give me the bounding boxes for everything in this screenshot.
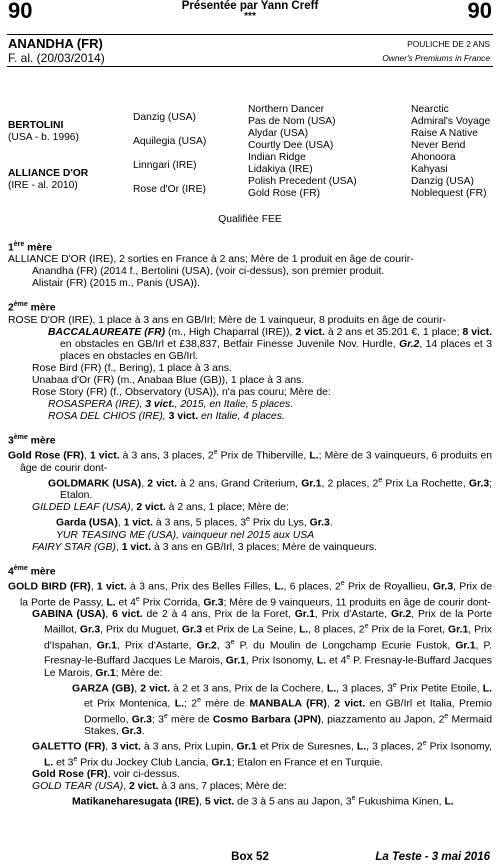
entry-text: ; 2 xyxy=(183,698,198,710)
entry-text: , Prix d'Astarte, xyxy=(314,609,391,621)
pedigree-g4: Nearctic xyxy=(411,104,449,115)
pedigree-g4: Danzig (USA) xyxy=(411,176,474,187)
section-ordinal: ème xyxy=(13,301,28,309)
pedigree-g3: Lidakiya (IRE) xyxy=(248,164,313,175)
entry-text: (m., High Chaparral (IRE)), xyxy=(165,326,296,338)
entry-text: , Prix de la Porte de Passy, xyxy=(20,581,492,609)
pedigree-g3: Gold Rose (FR) xyxy=(248,188,321,199)
entry-text: Prix La Rochette, xyxy=(382,478,469,490)
entry-text: Prix Corrida, xyxy=(139,597,204,609)
entry-text: Gr.1 xyxy=(96,640,117,652)
entry-text: GABINA (USA) xyxy=(32,609,106,621)
entry-text: , piazzamento au Japon, 2 xyxy=(320,714,445,726)
entry-text: , xyxy=(105,741,112,753)
entry-text: Gr.2 xyxy=(196,640,217,652)
family-entry xyxy=(8,447,492,474)
entry-text: 2 vict. xyxy=(334,698,366,710)
entry-text: GOLDMARK (USA) xyxy=(48,478,142,490)
pedigree-g4: Raise A Native xyxy=(411,128,478,139)
family-entry xyxy=(8,254,492,266)
entry-text: à 2 ans et 35.201 €, 1 place; xyxy=(324,326,463,338)
pedigree-g2: Rose d'Or (IRE) xyxy=(133,184,206,195)
entry-text: , 2015, en Italie, 5 places. xyxy=(174,398,294,410)
pedigree-g2: Linngari (IRE) xyxy=(133,160,197,171)
entry-text: et Prix de La Seine, xyxy=(202,624,300,636)
family-entry xyxy=(8,609,492,679)
family-entry xyxy=(8,387,492,399)
entry-text: , xyxy=(326,698,335,710)
entry-text: , xyxy=(90,581,97,593)
entry-text: à 2 et 3 ans, Prix de la Cochere, xyxy=(170,683,327,695)
entry-text: GOLD BIRD (FR) xyxy=(8,581,91,593)
lot-number-right: 90 xyxy=(467,0,492,23)
entry-text: Mermaid Stakes, xyxy=(84,714,492,738)
entry-text: , P. Fresnay-le-Buffard Jacques Le Marois, xyxy=(44,640,492,667)
entry-text: Anandha (FR) (2014 f., Bertolini (USA), (voir ci-dessus), son premier produit. xyxy=(32,266,385,278)
entry-text: et Prix Montenica, xyxy=(84,698,175,710)
entry-text: Gr.3 xyxy=(121,726,142,738)
section-word: mère xyxy=(24,242,53,254)
entry-text: YUR TEASING ME (USA), vainqueur nel 2015 aux USA xyxy=(56,529,315,541)
entry-text: GILDED LEAF (USA) xyxy=(32,502,131,514)
entry-text: Gold Rose (FR) xyxy=(32,768,108,780)
entry-text: à 3 ans, 7 places; Mère de: xyxy=(158,780,287,792)
family-entry xyxy=(8,266,492,278)
entry-text: 2 vict. xyxy=(295,326,325,338)
entry-text: Gr.2 xyxy=(399,338,420,350)
entry-text: P. Fresnay-le-Buffard Jacques Le Marois, xyxy=(44,655,492,679)
section-ordinal: ère xyxy=(13,241,25,248)
section-title xyxy=(8,299,492,314)
entry-text: et Prix de Suresnes, xyxy=(256,741,357,753)
stars: *** xyxy=(244,11,256,22)
family-notes xyxy=(8,239,492,808)
entry-text: Gr.3 xyxy=(309,517,330,529)
entry-text: , 2 places, 2 xyxy=(321,478,379,490)
entry-text: , xyxy=(134,683,141,695)
entry-text: à 3 ans, 3 places, 2 xyxy=(119,450,214,462)
sire-info: (USA - b. 1996) xyxy=(8,132,79,143)
entry-text: 2 vict. xyxy=(147,478,178,490)
entry-text: , xyxy=(83,450,90,462)
entry-text: 6 vict. xyxy=(112,609,143,621)
entry-text: ROSE D'OR (IRE), 1 place à 3 ans en GB/Irl; Mère de 1 vainqueur, 8 produits en âge de courir- xyxy=(8,314,447,326)
entry-text: en Italie, 4 places. xyxy=(198,410,285,422)
entry-text: Gr.3 xyxy=(432,581,454,593)
family-entry xyxy=(8,542,492,554)
section-word: mère xyxy=(27,566,56,578)
entry-text: Prix du Jockey Club Lancia, xyxy=(77,756,212,768)
entry-text: 3 vict. xyxy=(168,410,199,422)
entry-text: , 14 places et 3 places en obstacles en GB/Irl. xyxy=(60,338,492,362)
entry-text: , xyxy=(199,796,205,808)
entry-text: 2 vict. xyxy=(140,683,170,695)
family-entry xyxy=(8,738,492,769)
entry-text: , 3 places, 2 xyxy=(366,741,423,753)
box-number: Box 52 xyxy=(231,851,269,863)
entry-text: Fukushima Kinen, xyxy=(355,796,445,808)
entry-text: , 6 places, 2 xyxy=(283,581,341,593)
pedigree-g3: Alydar (USA) xyxy=(248,128,309,139)
entry-text: L. xyxy=(44,756,54,768)
family-entry xyxy=(8,578,492,609)
entry-text: Prix de Thiberville, xyxy=(217,450,310,462)
family-entry xyxy=(8,411,492,423)
pedigree-g3: Courtly Dee (USA) xyxy=(248,140,334,151)
entry-text: 1 vict. xyxy=(89,450,120,462)
entry-text: Garda (USA) xyxy=(56,517,118,529)
ordinal-sup: e xyxy=(340,580,345,588)
entry-text: Gr.1 xyxy=(225,655,246,667)
entry-text: Gr.3 xyxy=(79,624,101,636)
family-entry xyxy=(8,793,492,808)
entry-text: ROSA DEL CHIOS (IRE), xyxy=(48,410,169,422)
pedigree-g3: Northern Dancer xyxy=(248,104,325,115)
entry-text: L. xyxy=(299,624,309,636)
entry-text: , xyxy=(105,609,113,621)
entry-text: L. xyxy=(482,683,492,695)
family-entry xyxy=(8,327,492,363)
entry-text: Prix du Lys, xyxy=(249,517,310,529)
entry-text: , xyxy=(123,780,129,792)
pedigree-table xyxy=(0,104,500,204)
presenter: Présentée par Yann Creff xyxy=(181,0,319,12)
entry-text: Cosmo Barbara (JPN) xyxy=(212,714,321,726)
family-entry xyxy=(8,363,492,375)
entry-text: L. xyxy=(444,796,454,808)
section-number: 3 xyxy=(8,435,14,447)
entry-text: , xyxy=(117,517,124,529)
entry-text: de 3 à 5 ans au Japon, 3 xyxy=(234,796,352,808)
ordinal-sup: e xyxy=(364,623,369,631)
entry-text: , Prix du Muguet, xyxy=(100,624,182,636)
pedigree-g4: Kahyasi xyxy=(411,164,448,175)
entry-text: Prix de la Foret, xyxy=(368,624,449,636)
entry-text: Gr.1 xyxy=(236,741,257,753)
entry-text: Gold Rose (FR) xyxy=(8,450,84,462)
pedigree-g2: Danzig (USA) xyxy=(133,112,196,123)
entry-text: Gr.3 xyxy=(181,624,203,636)
ordinal-sup: e xyxy=(213,449,218,457)
entry-text: , Prix Isonomy, xyxy=(246,655,317,667)
entry-text: ; Mère de 3 vainqueurs, 6 produits en âge de courir dont- xyxy=(20,450,492,474)
section-number: 4 xyxy=(8,566,14,578)
entry-text: , 3 places, 3 xyxy=(336,683,393,695)
pedigree-g3: Pas de Nom (USA) xyxy=(248,116,336,127)
family-entry xyxy=(8,530,492,542)
section-title xyxy=(8,563,492,578)
section-word: mère xyxy=(27,435,56,447)
entry-text: Gr.1 xyxy=(294,609,315,621)
entry-text: Rose Bird (FR) (f., Bering), 1 place à 3 ans. xyxy=(32,362,232,374)
entry-text: Gr.1 xyxy=(455,640,476,652)
entry-text: ; Etalon en France et en Turquie. xyxy=(231,756,383,768)
entry-text: GOLD TEAR (USA) xyxy=(32,780,124,792)
entry-text: Rose Story (FR) (f., Observatory (USA)), n'a pas couru; Mère de: xyxy=(32,386,331,398)
entry-text: L. xyxy=(174,698,184,710)
entry-text: Gr.1 xyxy=(95,667,116,679)
top-rule xyxy=(7,34,493,35)
section-number: 2 xyxy=(8,302,14,314)
section-ordinal: ème xyxy=(13,564,28,572)
entry-text: BACCALAUREATE (FR) xyxy=(48,326,166,338)
horse-description: F. al. (20/03/2014) xyxy=(8,51,105,65)
dam-name: ALLIANCE D'OR xyxy=(8,168,89,179)
family-entry xyxy=(8,502,492,514)
pedigree-g2: Aquilegia (USA) xyxy=(133,136,207,147)
entry-text: L. xyxy=(356,741,367,753)
lot-number: 90 xyxy=(8,0,33,23)
pedigree-g3: Polish Precedent (USA) xyxy=(248,176,357,187)
entry-text: Prix de Royallieu, xyxy=(344,581,433,593)
entry-text: FAIRY STAR (GB) xyxy=(32,541,116,553)
entry-text: GARZA (GB) xyxy=(72,683,135,695)
family-entry xyxy=(8,399,492,411)
entry-text: ; Mère de 9 vainqueurs, 11 produits en âge de courir dont- xyxy=(223,597,491,609)
pedigree-g4: Ahonoora xyxy=(411,152,456,163)
entry-text: . xyxy=(141,726,145,738)
entry-text: et 4 xyxy=(115,597,136,609)
family-entry xyxy=(8,680,492,738)
entry-text: 8 vict. xyxy=(462,326,492,338)
entry-text: Gr.1 xyxy=(301,478,322,490)
ordinal-sup: e xyxy=(422,740,427,748)
entry-text: , xyxy=(141,478,148,490)
section-ordinal: ème xyxy=(13,433,28,441)
sire-name: BERTOLINI xyxy=(8,120,64,131)
bottom-rule xyxy=(7,66,493,67)
family-entry xyxy=(8,315,492,327)
pedigree-g4: Noblequest (FR) xyxy=(411,188,487,199)
section-number: 1 xyxy=(8,242,14,254)
entry-text: mère de xyxy=(167,714,213,726)
entry-text: Prix Petite Etoile, xyxy=(396,683,483,695)
dam-info: (IRE - al. 2010) xyxy=(8,180,78,191)
ordinal-sup: e xyxy=(135,595,140,603)
sex-age: POULICHE DE 2 ANS xyxy=(407,39,490,49)
entry-text: 3 vict. xyxy=(111,741,141,753)
entry-text: , xyxy=(130,502,137,514)
entry-text: L. xyxy=(316,655,327,667)
entry-text: , voir ci-dessus. xyxy=(107,768,180,780)
entry-text: , 8 places, 2 xyxy=(308,624,365,636)
entry-text: L. xyxy=(326,683,337,695)
ordinal-sup: e xyxy=(163,712,168,720)
horse-name: ANANDHA (FR) xyxy=(8,36,103,51)
ordinal-sup: e xyxy=(444,712,449,720)
family-entry xyxy=(8,514,492,529)
entry-text: à 2 ans, Grand Criterium, xyxy=(177,478,302,490)
entry-text: et 4 xyxy=(326,655,347,667)
pedigree-g4: Admiral's Voyage xyxy=(411,116,491,127)
ordinal-sup: e xyxy=(246,516,250,524)
entry-text: , xyxy=(115,541,122,553)
entry-text: Matikaneharesugata (IRE) xyxy=(72,796,200,808)
ordinal-sup: e xyxy=(351,794,356,802)
entry-text: Alistair (FR) (2015 m., Panis (USA)). xyxy=(32,278,201,290)
entry-text: L. xyxy=(309,450,319,462)
entry-text: . xyxy=(329,517,333,529)
entry-text: à 3 ans, 5 places, 3 xyxy=(153,517,247,529)
ordinal-sup: e xyxy=(197,697,201,705)
entry-text: à 2 ans, 1 place; Mère de: xyxy=(165,502,289,514)
entry-text: 2 vict. xyxy=(129,780,159,792)
entry-text: à 3 ans, Prix Lupin, xyxy=(140,741,237,753)
ordinal-sup: e xyxy=(378,476,383,484)
entry-text: 1 vict. xyxy=(121,541,152,553)
family-entry xyxy=(8,375,492,387)
entry-text: Gr.3 xyxy=(468,478,490,490)
entry-text: à 3 ans en GB/Irl, 3 places; Mère de vainqueurs. xyxy=(151,541,377,553)
pedigree-g4: Never Bend xyxy=(411,140,466,151)
entry-text: Prix Isonomy, xyxy=(426,741,492,753)
entry-text: Gr.2 xyxy=(390,609,412,621)
entry-text: P. du Moulin de Longchamp Ecurie Fustok, xyxy=(234,640,456,652)
ordinal-sup: e xyxy=(230,638,235,646)
entry-text: 2 vict. xyxy=(136,502,166,514)
section-word: mère xyxy=(27,302,56,314)
family-entry xyxy=(8,475,492,502)
ordinal-sup: e xyxy=(346,654,351,662)
entry-text: ALLIANCE D'OR (IRE), 2 sorties en France à 2 ans; Mère de 1 produit en âge de courir- xyxy=(8,254,414,266)
entry-text: , Prix de la Porte Maillot, xyxy=(44,609,492,636)
entry-text: 3 vict. xyxy=(145,398,175,410)
ordinal-sup: e xyxy=(73,755,78,763)
entry-text: L. xyxy=(274,581,284,593)
pedigree-g3: Indian Ridge xyxy=(248,152,306,163)
family-entry xyxy=(8,278,492,290)
entry-text: à 3 ans, Prix des Belles Filles, xyxy=(126,581,275,593)
entry-text: GALETTO (FR) xyxy=(32,741,106,753)
entry-text: ; Mère de: xyxy=(115,667,163,679)
entry-text: Gr.1 xyxy=(448,624,469,636)
entry-text: , Prix d'Ispahan, xyxy=(44,624,492,652)
entry-text: Gr.3 xyxy=(203,597,224,609)
entry-text: 1 vict. xyxy=(96,581,127,593)
family-entry xyxy=(8,769,492,781)
entry-text: et 3 xyxy=(53,756,74,768)
entry-text: Unabaa d'Or (FR) (m., Anabaa Blue (GB)), 1 place à 3 ans. xyxy=(32,374,305,386)
sale-location-date: La Teste - 3 mai 2016 xyxy=(375,851,490,863)
entry-text: 5 vict. xyxy=(204,796,235,808)
entry-text: ; Etalon. xyxy=(60,478,492,502)
section-title xyxy=(8,432,492,447)
entry-text: mère de xyxy=(200,698,250,710)
entry-text: Gr.1 xyxy=(211,756,232,768)
entry-text: 1 vict. xyxy=(123,517,154,529)
entry-text: ROSASPERA (IRE), xyxy=(48,398,146,410)
section-title xyxy=(8,239,492,254)
entry-text: en GB/Irl et Italia, Premio Dormello, xyxy=(84,698,492,726)
entry-text: de 2 à 4 ans, Prix de la Foret, xyxy=(142,609,295,621)
qualification: Qualifiée FEE xyxy=(218,214,282,225)
entry-text: , 3 xyxy=(216,640,231,652)
entry-text: en obstacles en GB/Irl et £38,837, Betfair Finesse Juvenile Nov. Hurdle, xyxy=(60,338,400,350)
entry-text: MANBALA (FR) xyxy=(249,698,327,710)
entry-text: L. xyxy=(106,597,116,609)
owner-note: Owner's Premiums in France xyxy=(382,53,490,63)
family-entry xyxy=(8,781,492,793)
entry-text: ; 3 xyxy=(151,714,164,726)
ordinal-sup: e xyxy=(392,681,397,689)
entry-text: , Prix d'Astarte, xyxy=(116,640,197,652)
entry-text: Gr.3 xyxy=(131,714,152,726)
